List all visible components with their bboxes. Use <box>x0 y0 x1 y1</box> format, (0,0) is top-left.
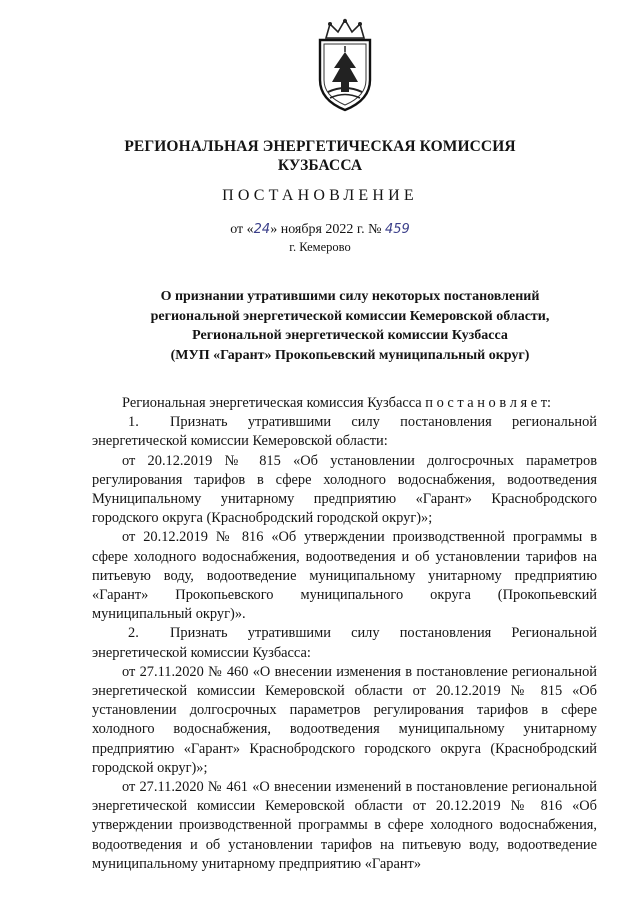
organization-line-1: РЕГИОНАЛЬНАЯ ЭНЕРГЕТИЧЕСКАЯ КОМИССИЯ <box>124 138 516 155</box>
organization-name <box>0 137 640 175</box>
item-2 <box>92 624 597 662</box>
item-1 <box>92 413 597 451</box>
item-1-text: Признать утратившими силу постановления региональной энергетической комиссии Кемеровской области: <box>92 414 597 450</box>
preamble: Региональная энергетическая комиссия Кузбасса п о с т а н о в л я е т: <box>122 395 551 411</box>
coat-of-arms-icon <box>312 18 378 114</box>
date-middle: » ноября 2022 г. № <box>270 222 382 237</box>
title-line-1: О признании утратившими силу некоторых постановлений <box>160 289 540 304</box>
item-2-number: 2. <box>128 625 139 642</box>
date-prefix: от « <box>230 222 254 237</box>
date-day: 24 <box>253 222 271 237</box>
title-line-4: (МУП «Гарант» Прокопьевский муниципальный округ) <box>170 347 530 363</box>
organization-line-2: КУЗБАССА <box>277 157 363 174</box>
title-line-3: Региональной энергетической комиссии Кузбасса <box>192 328 508 343</box>
paragraph-3: от 27.11.2020 № 460 «О внесении изменения в постановление региональной энергетической комиссии Кемеровской области от 20.12.2019 № 815 «Об установлении долгосрочных параметров регулирования тарифов в сфере холодного водоснабжения, водоотведения муниципальному унитарному предприятию «Гарант» Краснобродского городского округа (Краснобродский городской округ)»; <box>92 663 597 776</box>
document-date-line <box>0 222 640 238</box>
document-type: ПОСТАНОВЛЕНИЕ <box>222 187 418 204</box>
city: г. Кемерово <box>289 240 351 254</box>
paragraph-1: от 20.12.2019 № 815 «Об установлении долгосрочных параметров регулирования тарифов в сфере холодного водоснабжения, водоотведения Муниципальному унитарному предприятию «Гарант» Краснобродского городского округа (Краснобродский городской округ)»; <box>92 452 597 527</box>
item-1-number: 1. <box>128 414 139 431</box>
paragraph-4: от 27.11.2020 № 461 «О внесении изменений в постановление региональной энергетической комиссии Кемеровской области от 20.12.2019 № 816 «Об утверждении производственной программы в сфере холодного водоснабжения, водоотведения и об установлении тарифов на питьевую воду, водоотведение муниципальному унитарному предприятию «Гарант» <box>92 779 597 872</box>
title-line-2: региональной энергетической комиссии Кемеровской области, <box>150 308 550 324</box>
document-body <box>92 394 597 874</box>
item-2-text: Признать утратившими силу постановления Региональной энергетической комиссии Кузбасса: <box>92 625 597 661</box>
document-title <box>110 287 590 365</box>
document-number: 459 <box>384 222 410 237</box>
paragraph-2: от 20.12.2019 № 816 «Об утверждении производственной программы в сфере холодного водоснабжения, водоотведения и об установлении тарифов на питьевую воду, водоотведение муниципальному унитарному предприятию «Гарант» Прокопьевского муниципального округа (Прокопьевский муниципальный округ)». <box>92 529 597 623</box>
